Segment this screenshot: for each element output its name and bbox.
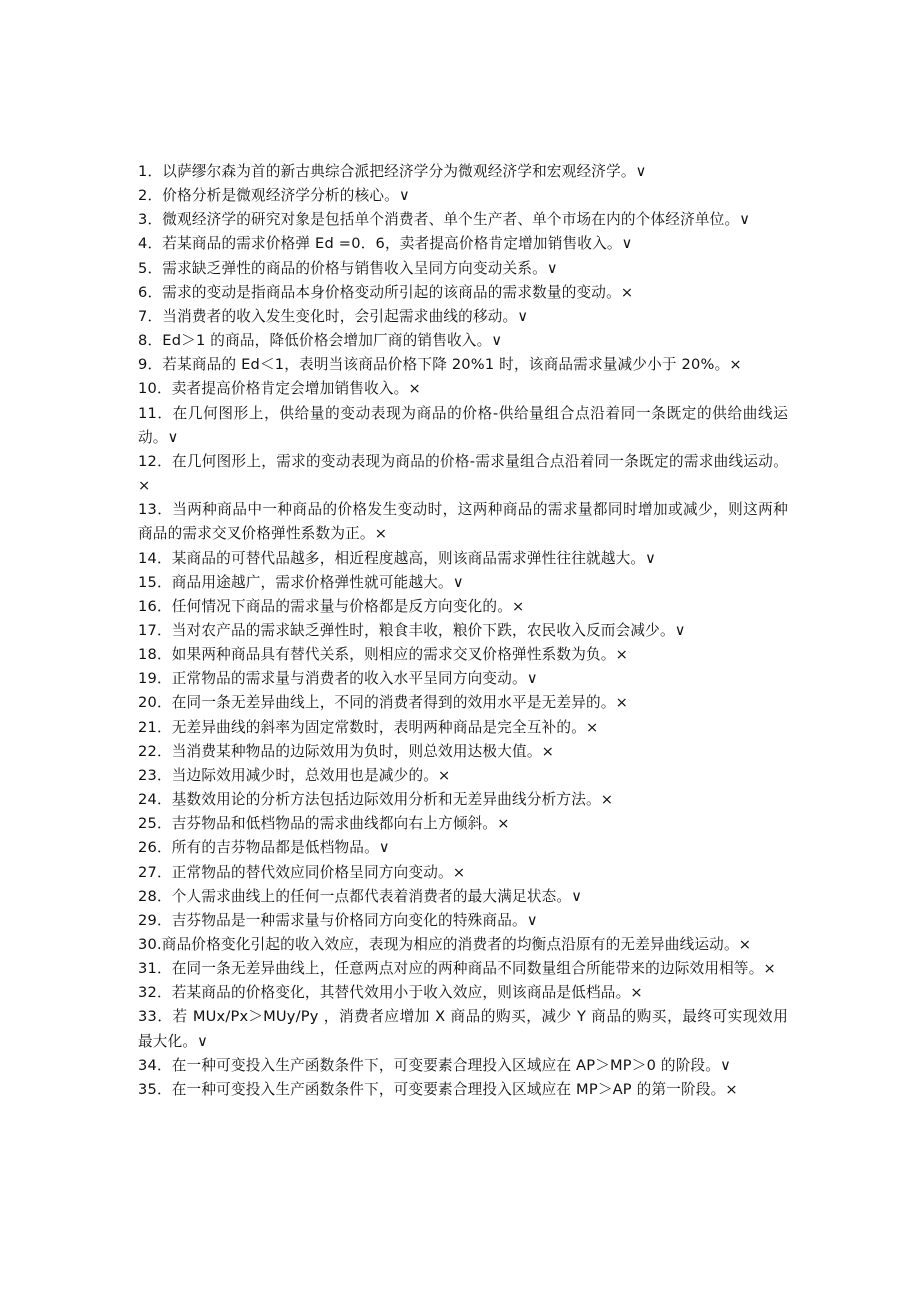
list-item: 19．正常物品的需求量与消费者的收入水平呈同方向变动。∨ <box>138 670 538 688</box>
list-item: 15．商品用途越广，需求价格弹性就可能越大。∨ <box>138 573 464 591</box>
list-item: 11．在几何图形上，供给量的变动表现为商品的价格-供给量组合点沿着同一条既定的供给曲线运动。∨ <box>138 404 788 446</box>
list-item: 32．若某商品的价格变化，其替代效用小于收入效应，则该商品是低档品。× <box>138 984 643 1002</box>
list-item: 28．个人需求曲线上的任何一点都代表着消费者的最大满足状态。∨ <box>138 887 583 905</box>
list-item: 6．需求的变动是指商品本身价格变动所引起的该商品的需求数量的变动。× <box>138 283 634 301</box>
list-item: 24．基数效用论的分析方法包括边际效用分析和无差异曲线分析方法。× <box>138 791 614 809</box>
list-item: 10．卖者提高价格肯定会增加销售收入。× <box>138 380 421 398</box>
list-item: 20．在同一条无差异曲线上，不同的消费者得到的效用水平是无差异的。× <box>138 694 629 712</box>
list-item: 27．正常物品的替代效应同价格呈同方向变动。× <box>138 863 466 881</box>
list-item: 8．Ed＞1 的商品，降低价格会增加厂商的销售收入。∨ <box>138 332 503 350</box>
list-item: 26．所有的吉芬物品都是低档物品。∨ <box>138 839 390 857</box>
list-item: 33．若 MUx/Px＞MUy/Py ，消费者应增加 X 商品的购买，减少 Y 商品的购买，最终可实现效用最大化。∨ <box>138 1008 788 1050</box>
question-list <box>138 160 788 1102</box>
list-item: 34．在一种可变投入生产函数条件下，可变要素合理投入区域应在 AP＞MP＞0 的阶段。∨ <box>138 1056 731 1074</box>
list-item: 31．在同一条无差异曲线上，任意两点对应的两种商品不同数量组合所能带来的边际效用相等。× <box>138 960 776 978</box>
list-item: 12．在几何图形上，需求的变动表现为商品的价格-需求量组合点沿着同一条既定的需求曲线运动。× <box>138 452 788 495</box>
list-item: 9．若某商品的 Ed＜1，表明当该商品价格下降 20%1 时，该商品需求量减少小于 20%。× <box>138 356 742 374</box>
list-item: 25．吉芬物品和低档物品的需求曲线都向右上方倾斜。× <box>138 815 510 833</box>
list-item: 16．任何情况下商品的需求量与价格都是反方向变化的。× <box>138 597 525 615</box>
list-item: 29．吉芬物品是一种需求量与价格同方向变化的特殊商品。∨ <box>138 911 538 929</box>
list-item: 30.商品价格变化引起的收入效应，表现为相应的消费者的均衡点沿原有的无差异曲线运动。× <box>138 936 752 953</box>
list-item: 22．当消费某种物品的边际效用为负时，则总效用达极大值。× <box>138 742 555 760</box>
list-item: 18．如果两种商品具有替代关系，则相应的需求交叉价格弹性系数为负。× <box>138 646 629 664</box>
list-item: 14．某商品的可替代品越多，相近程度越高，则该商品需求弹性往往就越大。∨ <box>138 549 657 567</box>
list-item: 13．当两种商品中一种商品的价格发生变动时，这两种商品的需求量都同时增加或减少，则这两种商品的需求交叉价格弹性系数为正。× <box>138 501 788 543</box>
list-item: 3．微观经济学的研究对象是包括单个消费者、单个生产者、单个市场在内的个体经济单位。∨ <box>138 211 751 229</box>
list-item: 23．当边际效用减少时，总效用也是减少的。× <box>138 766 451 784</box>
list-item: 35．在一种可变投入生产函数条件下，可变要素合理投入区域应在 MP＞AP 的第一阶段。× <box>138 1080 738 1098</box>
list-item: 1．以萨缪尔森为首的新古典综合派把经济学分为微观经济学和宏观经济学。∨ <box>138 163 647 180</box>
list-item: 7．当消费者的收入发生变化时，会引起需求曲线的移动。∨ <box>138 307 529 325</box>
list-item: 17．当对农产品的需求缺乏弹性时，粮食丰收，粮价下跌，农民收入反而会减少。∨ <box>138 621 686 639</box>
list-item: 4．若某商品的需求价格弹 Ed =0．6，卖者提高价格肯定增加销售收入。∨ <box>138 235 633 253</box>
list-item: 5．需求缺乏弹性的商品的价格与销售收入呈同方向变动关系。∨ <box>138 259 558 277</box>
list-item: 2．价格分析是微观经济学分析的核心。∨ <box>138 187 410 205</box>
list-item: 21．无差异曲线的斜率为固定常数时，表明两种商品是完全互补的。× <box>138 718 599 736</box>
